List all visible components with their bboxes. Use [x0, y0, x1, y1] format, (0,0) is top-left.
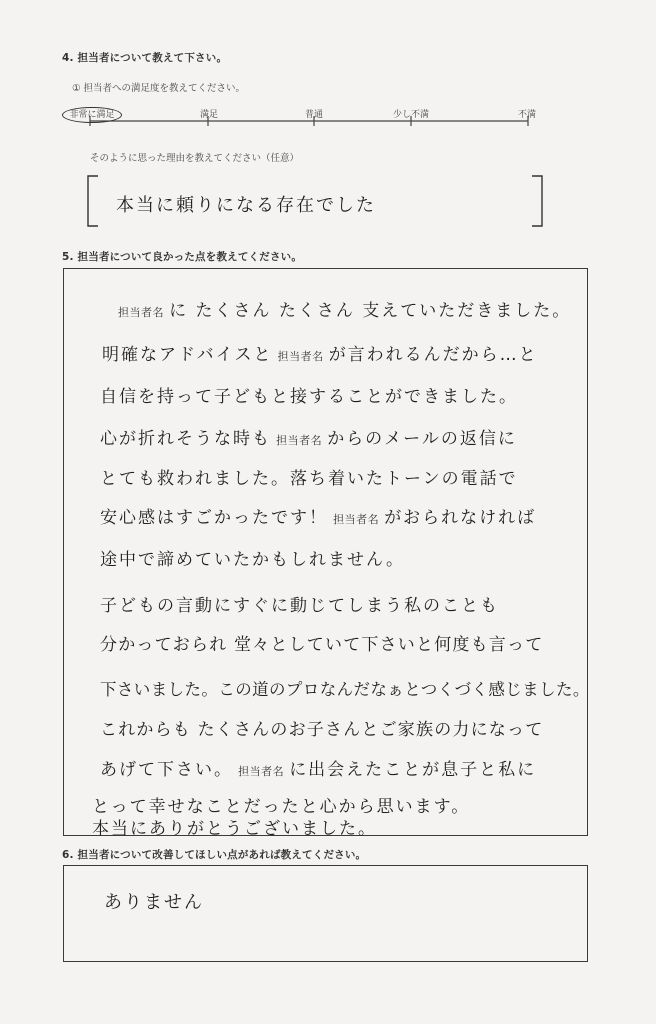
q5-line-6: 安心感はすごかったです！ 担当者名 がおられなければ — [100, 508, 537, 528]
staff-name-placeholder: 担当者名 — [238, 765, 285, 778]
satisfaction-scale — [60, 100, 540, 140]
q6-answer: ありません — [104, 892, 204, 913]
q5-line-9: 分かっておられ 堂々としていて下さいと何度も言って — [100, 635, 544, 655]
q5-line-10: 下さいました。この道のプロなんだなぁとつくづく感じました。 — [100, 680, 590, 699]
staff-name-placeholder: 担当者名 — [333, 513, 380, 526]
reason-answer[interactable]: 本当に頼りになる存在でした — [116, 195, 376, 216]
q5-line-3: 自信を持って子どもと接することができました。 — [100, 387, 518, 407]
q4-subquestion: ① 担当者への満足度を教えてください。 — [72, 83, 246, 94]
q5-line-4: 心が折れそうな時も 担当者名 からのメールの返信に — [100, 429, 517, 449]
q5-title: 5. 担当者について良かった点を教えてください。 — [62, 251, 303, 263]
q4-title: 4. 担当者について教えて下さい。 — [62, 52, 228, 64]
staff-name-placeholder: 担当者名 — [277, 350, 324, 363]
q5-line-8: 子どもの言動にすぐに動じてしまう私のことも — [100, 596, 499, 616]
q5-line-12: あげて下さい。 担当者名 に出会えたことが息子と私に — [100, 760, 537, 780]
q5-line-11: これからも たくさんのお子さんとご家族の力になって — [100, 720, 544, 740]
q5-line-1: 担当者名 に たくさん たくさん 支えていただきました。 — [118, 301, 572, 321]
q5-line-5: とても救われました。落ち着いたトーンの電話で — [100, 469, 518, 489]
scale-option-very-satisfied[interactable] — [57, 107, 127, 120]
scale-option-neutral[interactable]: 普通 — [304, 110, 323, 120]
q5-line-13: とって幸せなことだったと心から思います。 — [92, 797, 471, 817]
scale-option-somewhat-dissatisfied[interactable]: 少し不満 — [392, 110, 429, 120]
q5-line-7: 途中で諦めていたかもしれません。 — [100, 550, 406, 570]
q5-line-14: 本当にありがとうございました。 — [92, 819, 377, 839]
staff-name-placeholder: 担当者名 — [276, 434, 323, 447]
q5-line-2: 明確なアドバイスと 担当者名 が言われるんだから…と — [102, 345, 538, 365]
selected-circle: 非常に満足 — [62, 107, 121, 123]
scale-option-satisfied[interactable]: 満足 — [199, 110, 218, 120]
q6-title: 6. 担当者について改善してほしい点があれば教えてください。 — [62, 849, 367, 861]
reason-label: そのように思った理由を教えてください（任意） — [90, 153, 300, 164]
scale-option-dissatisfied[interactable]: 不満 — [517, 110, 536, 120]
staff-name-placeholder: 担当者名 — [118, 306, 164, 319]
